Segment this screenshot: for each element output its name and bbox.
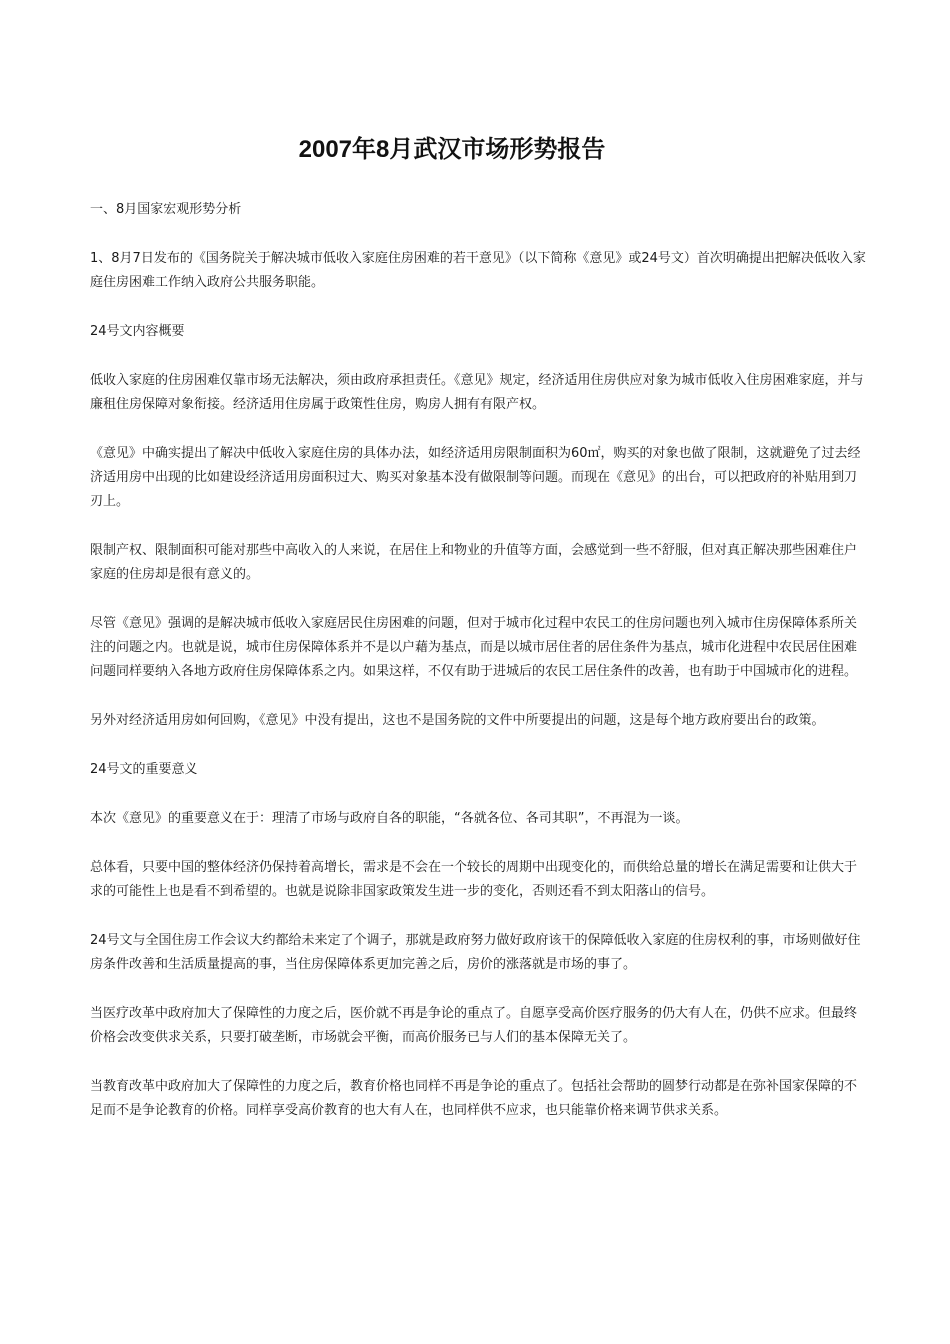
section-heading-macro-analysis: 一、8月国家宏观形势分析 — [90, 202, 242, 217]
paragraph: 当教育改革中政府加大了保障性的力度之后，教育价格也同样不再是争论的重点了。包括社会帮助的圆梦行动都是在弥补国家保障的不足而不是争论教育的价格。同样享受高价教育的也大有人在，也同样供不应求，也只能靠价格来调节供求关系。 — [90, 1079, 858, 1118]
paragraph: 当医疗改革中政府加大了保障性的力度之后，医价就不再是争论的重点了。自愿享受高价医疗服务的仍大有人在，仍供不应求。但最终价格会改变供求关系，只要打破垄断，市场就会平衡，而高价服务已与人们的基本保障无关了。 — [90, 1006, 858, 1045]
paragraph: 尽管《意见》强调的是解决城市低收入家庭居民住房困难的问题，但对于城市化过程中农民工的住房问题也列入城市住房保障体系所关注的问题之内。也就是说，城市住房保障体系并不是以户藉为基点，而是以城市居住者的居住条件为基点，城市化进程中农民居住困难问题同样要纳入各地方政府住房保障体系之内。如果这样，不仅有助于进城后的农民工居住条件的改善，也有助于中国城市化的进程。 — [90, 616, 858, 679]
paragraph: 限制产权、限制面积可能对那些中高收入的人来说，在居住上和物业的升值等方面，会感觉到一些不舒服，但对真正解决那些困难住户家庭的住房却是很有意义的。 — [90, 543, 858, 582]
paragraph: 本次《意见》的重要意义在于：理清了市场与政府自各的职能，“各就各位、各司其职”，不再混为一谈。 — [90, 811, 689, 826]
paragraph: 低收入家庭的住房困难仅靠市场无法解决，须由政府承担责任。《意见》规定，经济适用住房供应对象为城市低收入住房困难家庭，并与廉租住房保障对象衔接。经济适用住房属于政策性住房，购房人拥有有限产权。 — [90, 373, 864, 412]
paragraph: 另外对经济适用房如何回购，《意见》中没有提出，这也不是国务院的文件中所要提出的问题，这是每个地方政府要出台的政策。 — [90, 713, 825, 728]
document-title: 2007年8月武汉市场形势报告 — [298, 136, 606, 163]
document-body — [90, 198, 866, 1148]
paragraph: 总体看，只要中国的整体经济仍保持着高增长，需求是不会在一个较长的周期中出现变化的，而供给总量的增长在满足需要和让供大于求的可能性上也是看不到希望的。也就是说除非国家政策发生进一步的变化，否则还看不到太阳落山的信号。 — [90, 860, 858, 899]
paragraph: 《意见》中确实提出了解决中低收入家庭住房的具体办法，如经济适用房限制面积为60㎡，购买的对象也做了限制，这就避免了过去经济适用房中出现的比如建设经济适用房面积过大、购买对象基本没有做限制等问题。而现在《意见》的出台，可以把政府的补贴用到刀刃上。 — [90, 446, 861, 509]
paragraph: 24号文与全国住房工作会议大约都给未来定了个调子，那就是政府努力做好政府该干的保障低收入家庭的住房权利的事，市场则做好住房条件改善和生活质量提高的事，当住房保障体系更加完善之后，房价的涨落就是市场的事了。 — [90, 933, 861, 972]
section-heading-significance: 24号文的重要意义 — [90, 762, 198, 777]
paragraph: 1、8月7日发布的《国务院关于解决城市低收入家庭住房困难的若干意见》（以下简称《意见》或24号文）首次明确提出把解决低收入家庭住房困难工作纳入政府公共服务职能。 — [90, 251, 866, 290]
section-heading-summary: 24号文内容概要 — [90, 324, 185, 339]
